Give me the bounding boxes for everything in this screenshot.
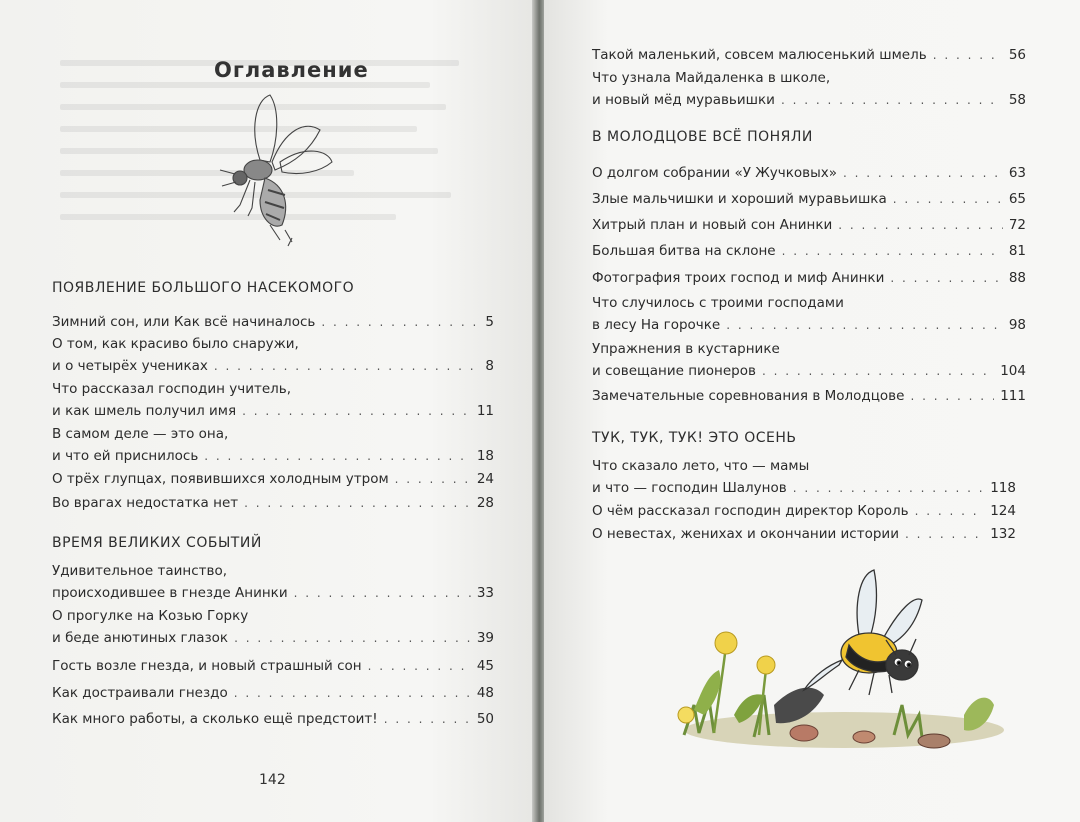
right-page — [544, 0, 1080, 822]
toc-entry[interactable]: Что рассказал господин учитель, и как шмель получил имя . . . 11 — [52, 378, 494, 422]
toc-entry[interactable]: Как много работы, а сколько ещё предстоит! . . . 50 — [52, 708, 494, 730]
bumblebee — [804, 570, 922, 695]
toc-entry[interactable]: Как достраивали гнездо . . . 48 — [52, 682, 494, 704]
toc-entry[interactable]: Зимний сон, или Как всё начиналось . . . 5 — [52, 311, 494, 333]
toc-entry[interactable]: Такой маленький, совсем малюсенький шмель . . . 56 — [592, 44, 1026, 66]
ground-patch — [684, 712, 1004, 748]
toc-entry[interactable]: Упражнения в кустарнике и совещание пионеров . . . 104 — [592, 338, 1026, 382]
section-heading: ВРЕМЯ ВЕЛИКИХ СОБЫТИЙ — [52, 535, 262, 551]
toc-entry[interactable]: Удивительное таинство, происходившее в гнезде Анинки . . . 33 — [52, 560, 494, 604]
toc-entry[interactable]: О невестах, женихах и окончании истории . . . 132 — [592, 523, 1016, 545]
toc-entry[interactable]: Что узнала Майдаленка в школе, и новый мёд муравьишки . . . 58 — [592, 67, 1026, 111]
toc-entry[interactable]: В самом деле — это она, и что ей приснилось . . . 18 — [52, 423, 494, 467]
section-heading: ТУК, ТУК, ТУК! ЭТО ОСЕНЬ — [592, 430, 797, 446]
toc-entry[interactable]: Гость возле гнезда, и новый страшный сон . . . 45 — [52, 655, 494, 677]
toc-entry[interactable]: Что случилось с троими господами в лесу На горочке . . . 98 — [592, 292, 1026, 336]
toc-entry[interactable]: О прогулке на Козью Горку и беде анютиных глазок . . . 39 — [52, 605, 494, 649]
toc-entry[interactable]: Хитрый план и новый сон Анинки . . . 72 — [592, 214, 1026, 236]
toc-entry[interactable]: Во врагах недостатка нет . . . 28 — [52, 492, 494, 514]
section-heading: ПОЯВЛЕНИЕ БОЛЬШОГО НАСЕКОМОГО — [52, 280, 355, 296]
section-heading: В МОЛОДЦОВЕ ВСЁ ПОНЯЛИ — [592, 129, 813, 145]
toc-entry[interactable]: Фотография троих господ и миф Анинки . . . 88 — [592, 267, 1026, 289]
page-number: 142 — [259, 772, 286, 788]
toc-entry[interactable]: О долгом собрании «У Жучковых» . . . 63 — [592, 162, 1026, 184]
bumblebee-meadow-illustration — [664, 565, 1004, 760]
page-title: Оглавление — [214, 58, 369, 82]
left-page — [0, 0, 536, 822]
toc-entry[interactable]: Что сказало лето, что — мамы и что — господин Шалунов . . . 118 — [592, 455, 1016, 499]
bee-sketch-illustration — [210, 90, 340, 250]
toc-entry[interactable]: Злые мальчишки и хороший муравьишка . . . 65 — [592, 188, 1026, 210]
toc-entry[interactable]: Большая битва на склоне . . . 81 — [592, 240, 1026, 262]
toc-entry[interactable]: О трёх глупцах, появившихся холодным утром . . . 24 — [52, 468, 494, 490]
toc-entry[interactable]: О чём рассказал господин директор Король . . . 124 — [592, 500, 1016, 522]
toc-entry[interactable]: Замечательные соревнования в Молодцове . . . 111 — [592, 385, 1026, 407]
toc-entry[interactable]: О том, как красиво было снаружи, и о четырёх учениках . . . 8 — [52, 333, 494, 377]
